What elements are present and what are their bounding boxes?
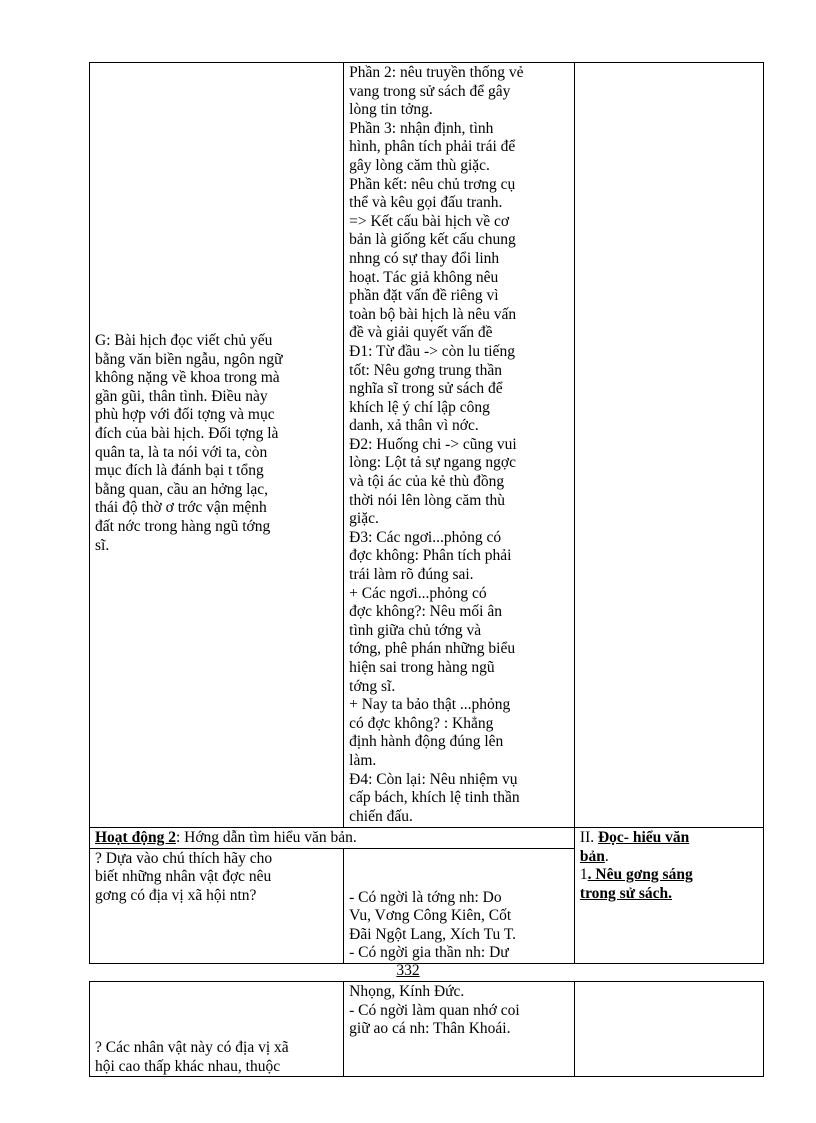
text-line: bằng văn biền ngẫu, ngôn ngữ	[95, 350, 283, 368]
text-line: nhng có sự thay đổi linh	[349, 249, 500, 267]
text-line: thái độ thờ ơ trớc vận mệnh	[95, 499, 267, 517]
text-line: tớng sĩ.	[349, 677, 396, 695]
section-title-1: Đọc- hiểu văn	[597, 829, 690, 846]
text-line: vang trong sử sách để gây	[349, 82, 511, 100]
section-prefix: II.	[579, 829, 598, 846]
question-text-2	[95, 1039, 339, 1076]
subsection-title-1: . Nêu gơng sáng	[587, 866, 693, 884]
section-title-2: bản	[579, 847, 605, 865]
text-line: gây lòng căm thù giặc.	[349, 156, 490, 174]
question-cell-2	[90, 982, 344, 1077]
text-line: biết những nhân vật đợc nêu	[95, 868, 272, 886]
text-line: quân ta, là ta nói với ta, còn	[95, 443, 268, 461]
text-line: và tội ác của kẻ thù đồng	[349, 473, 505, 491]
table-row	[90, 982, 764, 1077]
text-line: mục đích là đánh bại t tổng	[95, 462, 264, 480]
text-line: hình, phân tích phải trái để	[349, 138, 516, 156]
text-line: Đ3: Các ngơi...phỏng có	[349, 528, 502, 546]
subsection-title-2: trong sử sách.	[579, 884, 673, 902]
activity-text: : Hớng dẫn tìm hiểu văn bản.	[175, 829, 357, 846]
text-line: - Có ngời gia thần nh: Dư	[349, 944, 509, 962]
activity-label: Hoạt động 2	[95, 829, 176, 846]
answer-text	[349, 889, 570, 963]
text-line: thể và kêu gọi đấu tranh.	[349, 194, 503, 212]
question-cell	[90, 848, 344, 963]
text-line: trái làm rõ đúng sai.	[349, 566, 474, 584]
text-line: G: Bài hịch đọc viết chủ yếu	[95, 332, 273, 349]
text-line: đề và giải quyết vấn đề	[349, 324, 493, 342]
text-line: hội cao thấp khác nhau, thuộc	[95, 1057, 281, 1075]
subsection-number: 1	[579, 866, 588, 884]
text-line: Phần 3: nhận định, tình	[349, 119, 494, 137]
page-number: 332	[396, 962, 420, 979]
text-line: không nặng về khoa trong mà	[95, 369, 280, 387]
text-line: đợc không: Phân tích phải	[349, 547, 512, 565]
text-line: tình giữa chủ tớng và	[349, 621, 482, 639]
text-line: Đ2: Huống chi -> cũng vui	[349, 435, 517, 453]
text-line: đợc không?: Nêu mối ân	[349, 603, 502, 621]
lesson-table-bottom	[89, 981, 764, 1077]
answer-cell	[344, 848, 575, 963]
text-line: sĩ.	[95, 536, 110, 554]
teacher-note-cell	[90, 63, 344, 828]
text-line: cấp bách, khích lệ tinh thần	[349, 789, 520, 807]
text-line: tốt: Nêu gơng trung thần	[349, 361, 502, 379]
text-line: hiện sai trong hàng ngũ	[349, 659, 495, 676]
text-line: ? Dựa vào chú thích hãy cho	[95, 849, 273, 867]
text-line: danh, xả thân vì nớc.	[349, 417, 479, 435]
text-line: Nhọng, Kính Đức.	[349, 983, 465, 1000]
text-line: toàn bộ bài hịch là nêu vấn	[349, 305, 517, 323]
empty-notes-cell-2	[574, 982, 763, 1077]
text-line: phần đặt vấn đề riêng vì	[349, 287, 499, 305]
text-line: giữ ao cá nh: Thân Khoái.	[349, 1020, 511, 1038]
text-line: định hành động đúng lên	[349, 733, 504, 751]
activity-heading-cell	[90, 828, 575, 849]
text-line: Đ4: Còn lại: Nêu nhiệm vụ	[349, 770, 518, 788]
text-line: gần gũi, thân tình. Điều này	[95, 387, 268, 405]
text-line: đích của bài hịch. Đối tợng là	[95, 424, 279, 442]
analysis-text	[349, 64, 570, 826]
text-line: làm.	[349, 751, 377, 769]
text-line: nghĩa sĩ trong sử sách để	[349, 380, 503, 398]
table-row	[90, 63, 764, 828]
text-line: bản là giống kết cấu chung	[349, 231, 516, 249]
text-line: lòng: Lột tả sự ngang ngợc	[349, 454, 516, 472]
empty-notes-cell	[574, 63, 763, 828]
table-row	[90, 828, 764, 849]
text-line: => Kết cấu bài hịch về cơ	[349, 212, 510, 230]
text-line: + Nay ta bảo thật ...phỏng	[349, 696, 511, 714]
section-title-end: .	[604, 847, 609, 865]
text-line: tớng, phê phán những biểu	[349, 640, 516, 658]
text-line: Vu, Vơng Công Kiên, Cốt	[349, 907, 512, 925]
teacher-note-text	[95, 332, 339, 555]
text-line: thời nói lên lòng căm thù	[349, 491, 505, 509]
text-line: bằng quan, cầu an hởng lạc,	[95, 480, 269, 498]
text-line: đất nớc trong hàng ngũ tớng	[95, 517, 271, 535]
text-line: phù hợp với đối tợng và mục	[95, 406, 275, 424]
text-line: - Có ngời là tớng nh: Do	[349, 888, 502, 906]
text-line: giặc.	[349, 510, 379, 528]
text-line: Đ1: Từ đầu -> còn lu tiếng	[349, 342, 515, 360]
answer-text-2	[349, 983, 570, 1039]
text-line: hoạt. Tác giả không nêu	[349, 268, 499, 286]
lesson-table-top	[89, 62, 764, 964]
text-line: lòng tin tởng.	[349, 101, 433, 119]
text-line: + Các ngơi...phỏng có	[349, 584, 487, 602]
text-line: gơng có địa vị xã hội ntn?	[95, 886, 257, 904]
text-line: - Có ngời làm quan nhớ coi	[349, 1001, 520, 1019]
analysis-cell	[344, 63, 575, 828]
text-line: Phần kết: nêu chủ trơng cụ	[349, 175, 516, 193]
section-heading-cell	[574, 828, 763, 964]
question-text	[95, 850, 339, 906]
text-line: Phần 2: nêu truyền thống vẻ	[349, 64, 524, 81]
text-line: có đợc không? : Khẳng	[349, 714, 494, 732]
text-line: khích lệ ý chí lập công	[349, 398, 490, 416]
text-line: chiến đấu.	[349, 807, 413, 825]
answer-cell-2	[344, 982, 575, 1077]
text-line: ? Các nhân vật này có địa vị xã	[95, 1039, 289, 1056]
text-line: Đãi Ngột Lang, Xích Tu T.	[349, 925, 517, 943]
